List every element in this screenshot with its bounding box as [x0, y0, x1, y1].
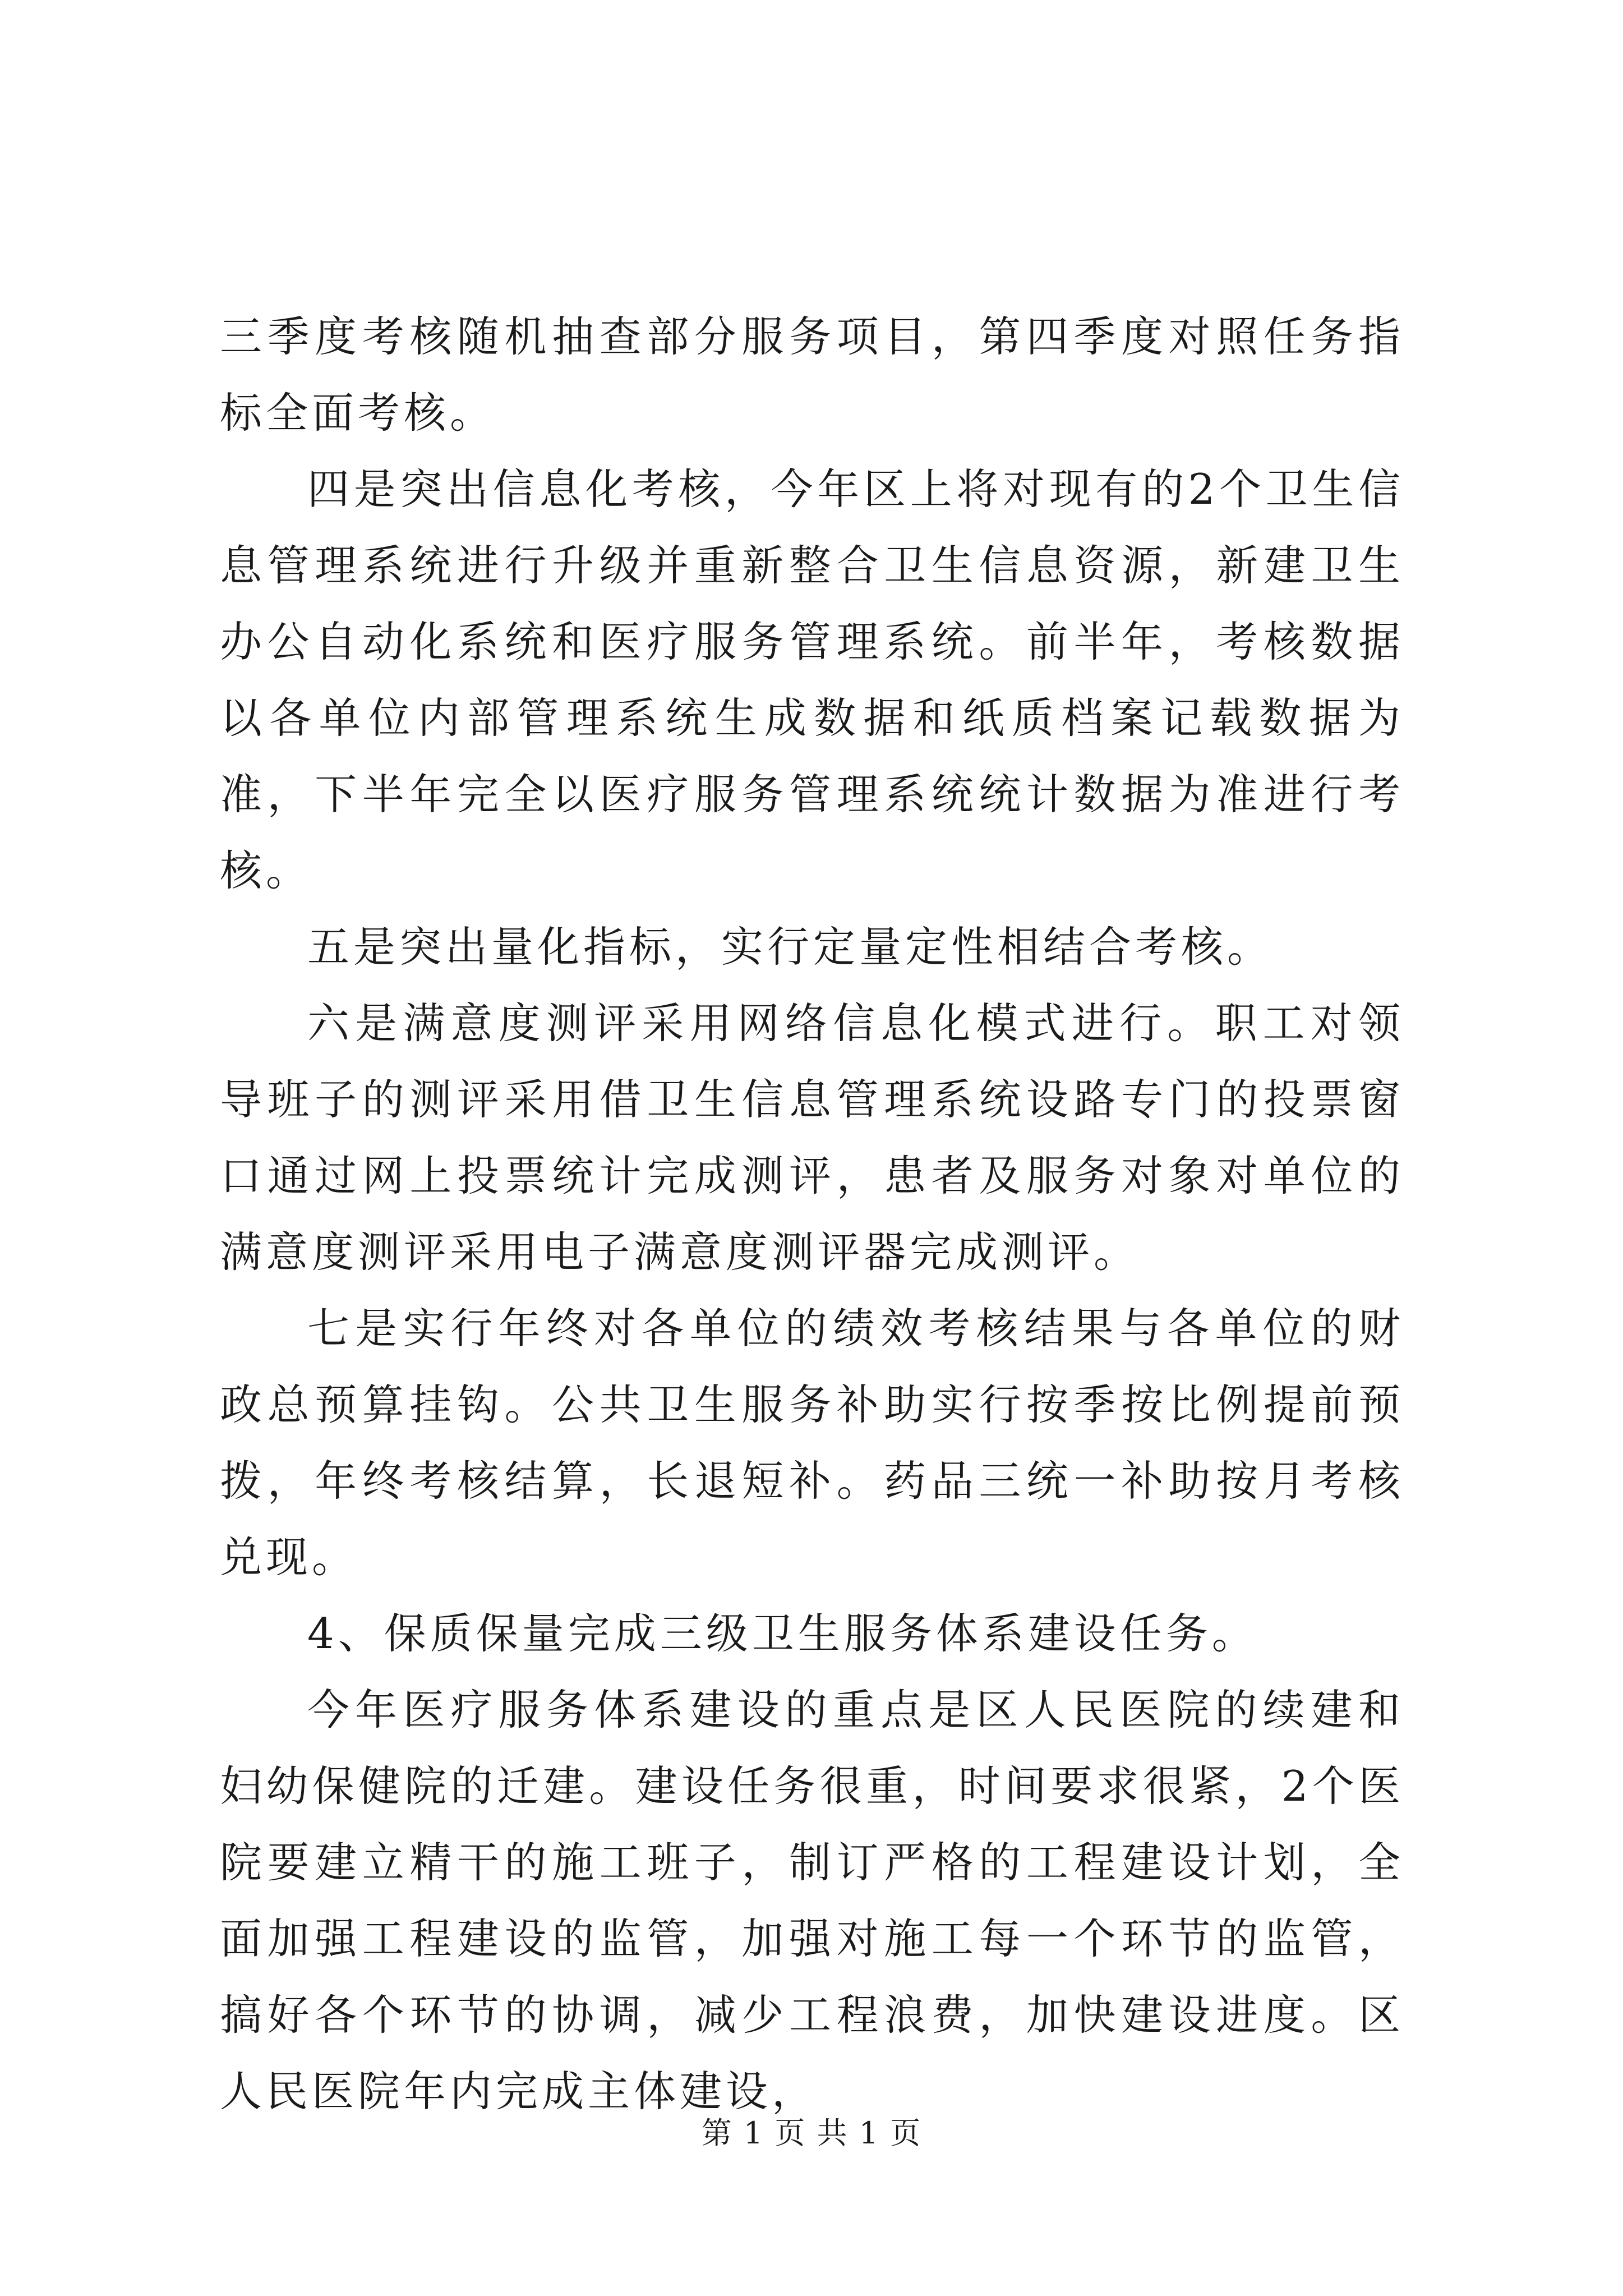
paragraph-6: 4、保质保量完成三级卫生服务体系建设任务。: [307, 1609, 1258, 1658]
paragraph-3: 五是突出量化指标，实行定量定性相结合考核。: [307, 922, 1274, 972]
paragraph-1: 三季度考核随机抽查部分服务项目，第四季度对照任务指标全面考核。: [220, 312, 1404, 438]
paragraph-5: 七是实行年终对各单位的绩效考核结果与各单位的财政总预算挂钩。公共卫生服务补助实行按季按比例提前预拨，年终考核结算，长退短补。药品三统一补助按月考核兑现。: [220, 1304, 1404, 1582]
paragraph-2: 四是突出信息化考核，今年区上将对现有的2个卫生信息管理系统进行升级并重新整合卫生信息资源，新建卫生办公自动化系统和医疗服务管理系统。前半年，考核数据以各单位内部管理系统生成数据和纸质档案记载数据为准，下半年完全以医疗服务管理系统统计数据为准进行考核。: [220, 464, 1404, 895]
document-body: [220, 298, 1404, 2129]
paragraph-4: 六是满意度测评采用网络信息化模式进行。职工对领导班子的测评采用借卫生信息管理系统设路专门的投票窗口通过网上投票统计完成测评，患者及服务对象对单位的满意度测评采用电子满意度测评器完成测评。: [220, 999, 1404, 1277]
paragraph-7: 今年医疗服务体系建设的重点是区人民医院的续建和妇幼保健院的迁建。建设任务很重，时间要求很紧，2个医院要建立精干的施工班子，制订严格的工程建设计划，全面加强工程建设的监管，加强对施工每一个环节的监管，搞好各个环节的协调，减少工程浪费，加快建设进度。区人民医院年内完成主体建设，: [220, 1685, 1404, 2116]
page-footer: 第 1 页 共 1 页: [701, 2115, 922, 2151]
